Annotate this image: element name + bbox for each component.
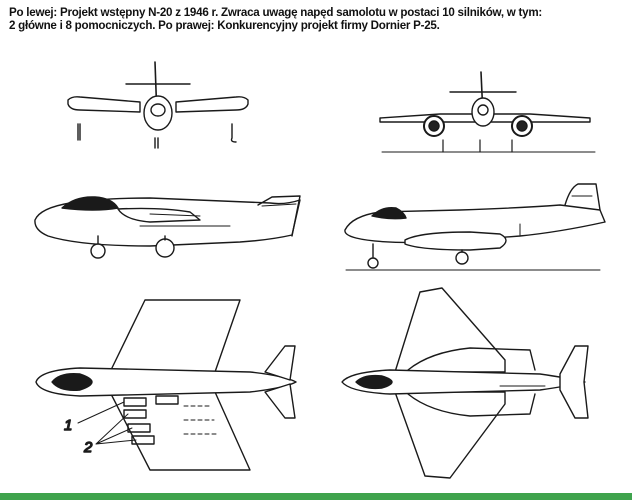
callout-2: 2 [84, 439, 93, 456]
n20-plan-view [36, 300, 296, 470]
caption-line-1: Po lewej: Projekt wstępny N-20 z 1946 r. Zwraca uwagę napęd samolotu w postaci 10 silników, w tym: [9, 6, 543, 19]
caption-line-2: 2 główne i 8 pomocniczych. Po prawej: Konkurencyjny projekt firmy Dornier P-25. [9, 19, 440, 32]
n20-front-view [68, 62, 248, 148]
bottom-accent-bar [0, 493, 632, 500]
p25-front-view [380, 72, 595, 152]
n20-side-view [35, 196, 300, 258]
p25-side-view [345, 184, 605, 270]
p25-plan-view [342, 288, 588, 478]
callout-1: 1 [64, 417, 73, 434]
